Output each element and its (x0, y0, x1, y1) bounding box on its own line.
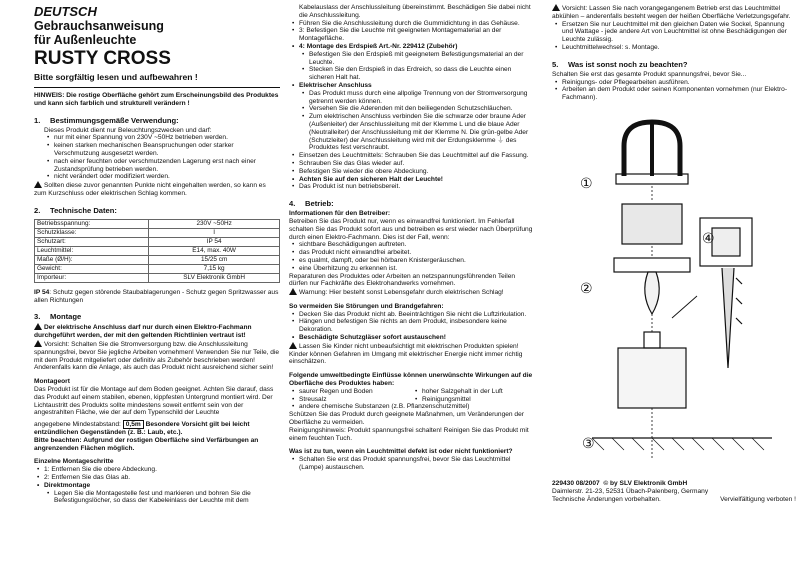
list-item: • Befestigen Sie wieder die obere Abdeckung. (289, 168, 535, 176)
list-item: • Reinigungsmittel (412, 396, 535, 404)
list-item: • es qualmt, dampft, oder bei hörbaren Knistergeräuschen. (289, 257, 535, 265)
table-row: Maße (Ø/H): 15/25 cm (35, 255, 280, 264)
list-item: • Streusalz (289, 396, 412, 404)
list-item: • nur mit einer Spannung von 230V ~50Hz betrieben werden. (44, 134, 280, 142)
mount-list (289, 152, 535, 191)
list-item: • eine Überhitzung zu erkennen ist. (289, 265, 535, 273)
glass-cylinder (622, 204, 682, 244)
list-item: • Arbeiten an dem Produkt oder seinen Komponenten vornehmen (nur Elektro-Fachmann). (552, 86, 796, 102)
direkt-sub (34, 490, 280, 506)
s1-warning: Sollten diese zuvor genannten Punkte nicht eingehalten werden, so kann es zum Kurzschluss oder elektrischen Schlag kommen. (34, 182, 266, 197)
defekt-heading: Was ist zu tun, wenn ein Leuchtmittel defekt ist oder nicht funktioniert? (289, 448, 513, 456)
housing-body (618, 348, 686, 408)
ground-spike (722, 268, 734, 368)
warning-icon (289, 342, 297, 349)
footer-address: Daimlerstr. 21-23, 52531 Übach-Palenberg, Germany (552, 488, 709, 495)
list-item: • Zum elektrischen Anschluss verbinden Sie die schwarze oder braune Ader (Außenleiter) der Anschlussleitung mit der Klemme L und die blaue Ader (Neutralleiter) der Anschlussleitung mit der Klemme N. Die grün-gelbe Ader (Schutzleiter) der Anschlussleitung wird mit der Erdungsklemme ⏚ des Produktes fest verschraubt. (299, 113, 535, 152)
list-item: • Befestigen Sie den Erdspieß mit geeignetem Befestigungsmaterial an der Leuchte. (299, 51, 535, 67)
list-item: • 2: Entfernen Sie das Glas ab. (34, 474, 280, 482)
list-item: • Elektrischer Anschluss (289, 82, 535, 90)
section-5-heading: 5. Was ist sonst noch zu beachten? (552, 59, 688, 69)
list-item: • 3: Befestigen Sie die Leuchte mit geeigneten Montagematerial an der Montagefläche. (289, 27, 535, 43)
table-row: Schutzklasse: I (35, 228, 280, 237)
s1-list (34, 134, 280, 181)
s3-warning-2: Vorsicht: Schalten Sie die Stromversorgung bzw. die Anschlussleitung spannungsfrei, bevor Sie jegliche Arbeiten vornehmen! Verwenden Sie nur Teile, die mit dem Produkt mitgeliefert oder definitiv als Zubehör beschrieben werden! Anderenfalls kann die Anlage, als auch das Produkt nicht ausreichend sicher sein! (34, 340, 280, 372)
list-item: • Direktmontage (34, 482, 280, 490)
divider (34, 87, 280, 88)
vermeiden-heading: So vermeiden Sie Störungen und Brandgefahren: (289, 302, 444, 310)
list-item: • Leuchtmittelwechsel: s. Montage. (552, 44, 796, 52)
column-right (552, 4, 796, 102)
vermeiden-list (289, 311, 535, 342)
folgende-left (289, 388, 412, 404)
warning-icon (552, 4, 560, 11)
table-row: Importeur: SLV Elektronik GmbH (35, 273, 280, 282)
list-item: • 1: Entfernen Sie die obere Abdeckung. (34, 466, 280, 474)
section-2-heading: 2. Technische Daten: (34, 205, 117, 215)
list-item: • nicht verändert oder modifiziert werden. (44, 173, 280, 181)
list-item: • Achten Sie auf den sicheren Halt der Leuchte! (289, 176, 535, 184)
list-item: • Hängen und befestigen Sie nichts an dem Produkt, insbesondere keine Dekoration. (289, 318, 535, 334)
schuetzen-text: Schützen Sie das Produkt durch geeignete Maßnahmen, um Veränderungen der Oberfläche zu vermeiden. (289, 411, 524, 427)
kinder-text: Lassen Sie Kinder nicht unbeaufsichtigt mit elektrischen Produkten spielen! Kinder können Gefahren im Umgang mit elektrischer Energie nicht immer richtig einschätzen. (289, 342, 523, 366)
info-list (289, 241, 535, 272)
s5-intro: Schalten Sie erst das gesamte Produkt spannungsfrei, bevor Sie... (552, 70, 747, 78)
doc-title-line1: Gebrauchsanweisung (34, 19, 164, 33)
elektr-list (289, 90, 535, 152)
list-item: • Stecken Sie den Erdspieß in das Erdreich, so dass die Leuchte einen sicheren Halt hat. (299, 66, 535, 82)
s1-intro: Dieses Produkt dient nur Beleuchtungszwecken und darf: (44, 126, 212, 134)
list-item: • das Produkt nicht einwandfrei arbeitet. (289, 249, 535, 257)
list-item: • Schrauben Sie das Glas wieder auf. (289, 160, 535, 168)
label-4: ④ (702, 231, 715, 247)
list-item: • Ersetzen Sie nur Leuchtmittel mit den gleichen Daten wie Sockel, Spannung und Wattage - jede andere Art von Leuchtmittel ist ohne Beschädigungen der Leuchte zulässig. (552, 21, 796, 44)
doc-title-line2: für Außenleuchte (34, 33, 137, 47)
warning-icon (34, 323, 42, 330)
section-4-heading: 4. Betrieb: (289, 199, 334, 209)
table-row: Betriebsspannung: 230V ~50Hz (35, 219, 280, 228)
defekt-list (289, 456, 535, 472)
hinweis-text: HINWEIS: Die rostige Oberfläche gehört zum Erscheinungsbild des Produktes und kann sich farblich und strukturell verändern ! (34, 92, 279, 107)
label-1: ① (580, 176, 593, 192)
list-item: • hoher Salzgehalt in der Luft (412, 388, 535, 396)
footer (552, 480, 796, 504)
table-row: Gewicht: 7,15 kg (35, 264, 280, 273)
montageort-text: Das Produkt ist für die Montage auf dem Boden geeignet. Achten Sie darauf, dass das Produkt auf einem stabilen, ebenen, kippfesten Untergrund montiert wird. Der Lichtaustritt des Produkts sollte mindestens soweit entfernt sein von der angestrahlten Fläche, wie der auf dem Typenschild der Leuchte (34, 385, 274, 417)
folgende-heading: Folgende umweltbedingte Einflüsse können unerwünschte Wirkungen auf die Oberfläche des Produktes haben: (289, 372, 533, 388)
column-middle (289, 4, 535, 472)
product-name: RUSTY CROSS (34, 48, 171, 69)
table-row: Schutzart: IP 54 (35, 237, 280, 246)
info-text: Betreiben Sie das Produkt nur, wenn es einwandfrei funktioniert. Im Fehlerfall schalten Sie das Produkt sofort aus und betreiben es erst wieder nach Überprüfung durch einen Elektro-Fachmann. Dies ist der Fall, wenn: (289, 217, 533, 241)
list-item: • Schalten Sie erst das Produkt spannungsfrei, bevor Sie das Leuchtmittel (Lampe) austauschen. (289, 456, 535, 472)
direkt-list (34, 482, 280, 490)
section-1-heading: 1. Bestimmungsgemäße Verwendung: (34, 115, 179, 125)
list-item: • sichtbare Beschädigungen auftreten. (289, 241, 535, 249)
reinigung-text: Reinigungshinweis: Produkt spannungsfrei schalten! Reinigen Sie das Produkt mit einem feuchten Tuch. (289, 426, 529, 442)
elektr-heading-list (289, 82, 535, 90)
section-3-heading: 3. Montage (34, 312, 82, 322)
footer-line-1: 229430 08/2007 © by SLV Elektronik GmbH (552, 480, 688, 487)
reparatur-text: Reparaturen des Produktes oder Arbeiten an netzspannungsführenden Teilen dürfen nur Fachkräfte des Elektrohandwerks vornehmen. (289, 272, 516, 288)
list-item: • Beschädigte Schutzgläser sofort austauschen! (289, 334, 535, 342)
warnung-text: Warnung: Hier besteht sonst Lebensgefahr durch elektrischen Schlag! (289, 288, 535, 297)
beachten-text: Bitte beachten: Aufgrund der rostigen Oberfläche sind Verfärbungen an angrenzenden Flächen möglich. (34, 436, 259, 452)
list-item: • keinen starken mechanischen Beanspruchungen oder starker Verschmutzung ausgesetzt werden. (44, 142, 280, 158)
warning-icon (289, 288, 297, 295)
vorsicht-text: Vorsicht: Lassen Sie nach vorangegangenem Betrieb erst das Leuchtmittel abkühlen – anderenfalls besteht wegen der heißen Oberfläche Verletzungsgefahr. (552, 5, 791, 20)
c3-list (552, 21, 796, 52)
einzelne-heading: Einzelne Montageschritte (34, 458, 114, 466)
list-item: • 4: Montage des Erdspieß Art.-Nr. 229412 (Zubehör) (289, 43, 535, 51)
housing-top (614, 258, 690, 272)
list-item: • Einsetzen des Leuchtmittels: Schrauben Sie das Leuchtmittel auf die Fassung. (289, 152, 535, 160)
column-left (34, 0, 280, 505)
tech-data-table (34, 219, 280, 283)
list-item: • Führen Sie die Anschlussleitung durch die Gummidichtung in das Gehäuse. (289, 20, 535, 28)
ip-description: IP 54: Schutz gegen störende Staubablagerungen - Schutz gegen Spritzwasser aus allen Richtungen (34, 288, 279, 304)
folgende-right (412, 388, 535, 404)
label-3: ③ (582, 436, 595, 452)
list-item: • Legen Sie die Montagestelle fest und markieren und bohren Sie die Befestigungslöcher, so dass der Kabeleinlass der Leuchte mit dem (44, 490, 280, 506)
doc-subtitle: Bitte sorgfältig lesen und aufbewahren ! (34, 72, 198, 82)
list-item: • nach einer feuchten oder verschmutzenden Lagerung erst nach einer Zustandsprüfung betrieben werden. (44, 158, 280, 174)
list-item: • saurer Regen und Boden (289, 388, 412, 396)
warning-icon (34, 340, 42, 347)
warning-icon (34, 181, 42, 188)
list-item: • Das Produkt ist nun betriebsbereit. (289, 183, 535, 191)
c2-list-a (289, 20, 535, 51)
assembly-diagram (552, 118, 796, 478)
s3-warning-1: Der elektrische Anschluss darf nur durch einen Elektro-Fachmann durchgeführt werden, der mit den geltenden Richtlinien vertraut ist! (34, 324, 252, 340)
list-item: • Reinigungs- oder Pflegearbeiten ausführen. (552, 79, 796, 87)
language-heading: DEUTSCH (34, 4, 97, 19)
montageort-heading: Montageort (34, 378, 70, 386)
erdspiess-list (289, 51, 535, 82)
folgende-grid (289, 388, 535, 404)
table-row: Leuchtmittel: E14, max. 40W (35, 246, 280, 255)
list-item: • andere chemische Substanzen (z.B. Pflanzenschutzmittel) (289, 403, 535, 411)
label-2: ② (580, 281, 593, 297)
mindestabstand: angegebene Mindestabstand: 0,5m Besondere Vorsicht gilt bei leicht entzündlichen Gegenständen (z. B.: Laub, etc.). (34, 421, 250, 436)
folgende-last (289, 403, 535, 411)
steps-list (34, 466, 280, 482)
s5-list (552, 79, 796, 102)
info-heading: Informationen für den Betreiber: (289, 210, 391, 218)
list-item: • Decken Sie das Produkt nicht ab. Beeinträchtigen Sie nicht die Luftzirkulation. (289, 311, 535, 319)
list-item: • Versehen Sie die Aderenden mit den beiliegenden Schutzschläuchen. (299, 105, 535, 113)
footer-line-3: Technische Änderungen vorbehalten. Vervielfältigung verboten ! (552, 496, 796, 503)
bulb (645, 272, 659, 314)
c2-cont1: Kabelauslass der Anschlussleitung übereinstimmt. Beschädigen Sie dabei nicht die Anschlussleitung. (299, 4, 531, 19)
distance-icon: 0,5m (123, 420, 144, 429)
list-item: • Das Produkt muss durch eine allpolige Trennung von der Stromversorgung getrennt werden können. (299, 90, 535, 106)
